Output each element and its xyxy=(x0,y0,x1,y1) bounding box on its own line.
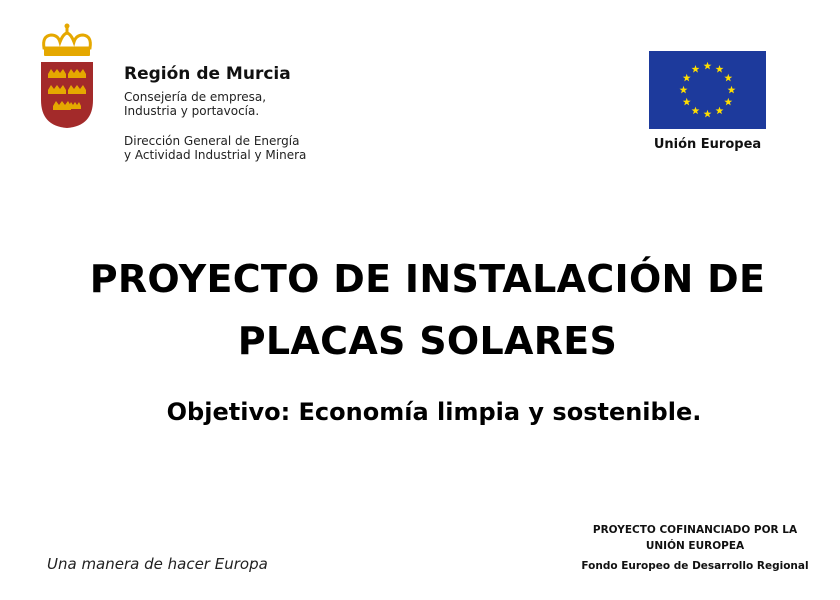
directorate-line-1: Dirección General de Energía xyxy=(124,134,300,148)
eu-flag-icon xyxy=(649,51,766,129)
title-line-1: PROYECTO DE INSTALACIÓN DE xyxy=(89,257,766,301)
murcia-coat-of-arms-icon xyxy=(36,22,98,134)
murcia-header-block xyxy=(124,64,306,162)
fund-name: Fondo Europeo de Desarrollo Regional xyxy=(581,560,809,572)
region-title: Región de Murcia xyxy=(124,64,291,84)
cofinanced-block xyxy=(560,522,830,574)
title-line-2: PLACAS SOLARES xyxy=(237,319,618,363)
directorate-line-2: y Actividad Industrial y Minera xyxy=(124,148,307,162)
cofinanced-line-2: UNIÓN EUROPEA xyxy=(645,540,745,552)
page-title xyxy=(0,248,840,372)
cofinanced-line-1: PROYECTO COFINANCIADO POR LA xyxy=(592,524,798,536)
motto: Una manera de hacer Europa xyxy=(47,555,268,573)
objective-subtitle: Objetivo: Economía limpia y sostenible. xyxy=(166,398,702,426)
eu-label: Unión Europea xyxy=(653,137,762,152)
department-line-1: Consejería de empresa, xyxy=(124,90,267,104)
department-line-2: Industria y portavocía. xyxy=(124,104,260,118)
